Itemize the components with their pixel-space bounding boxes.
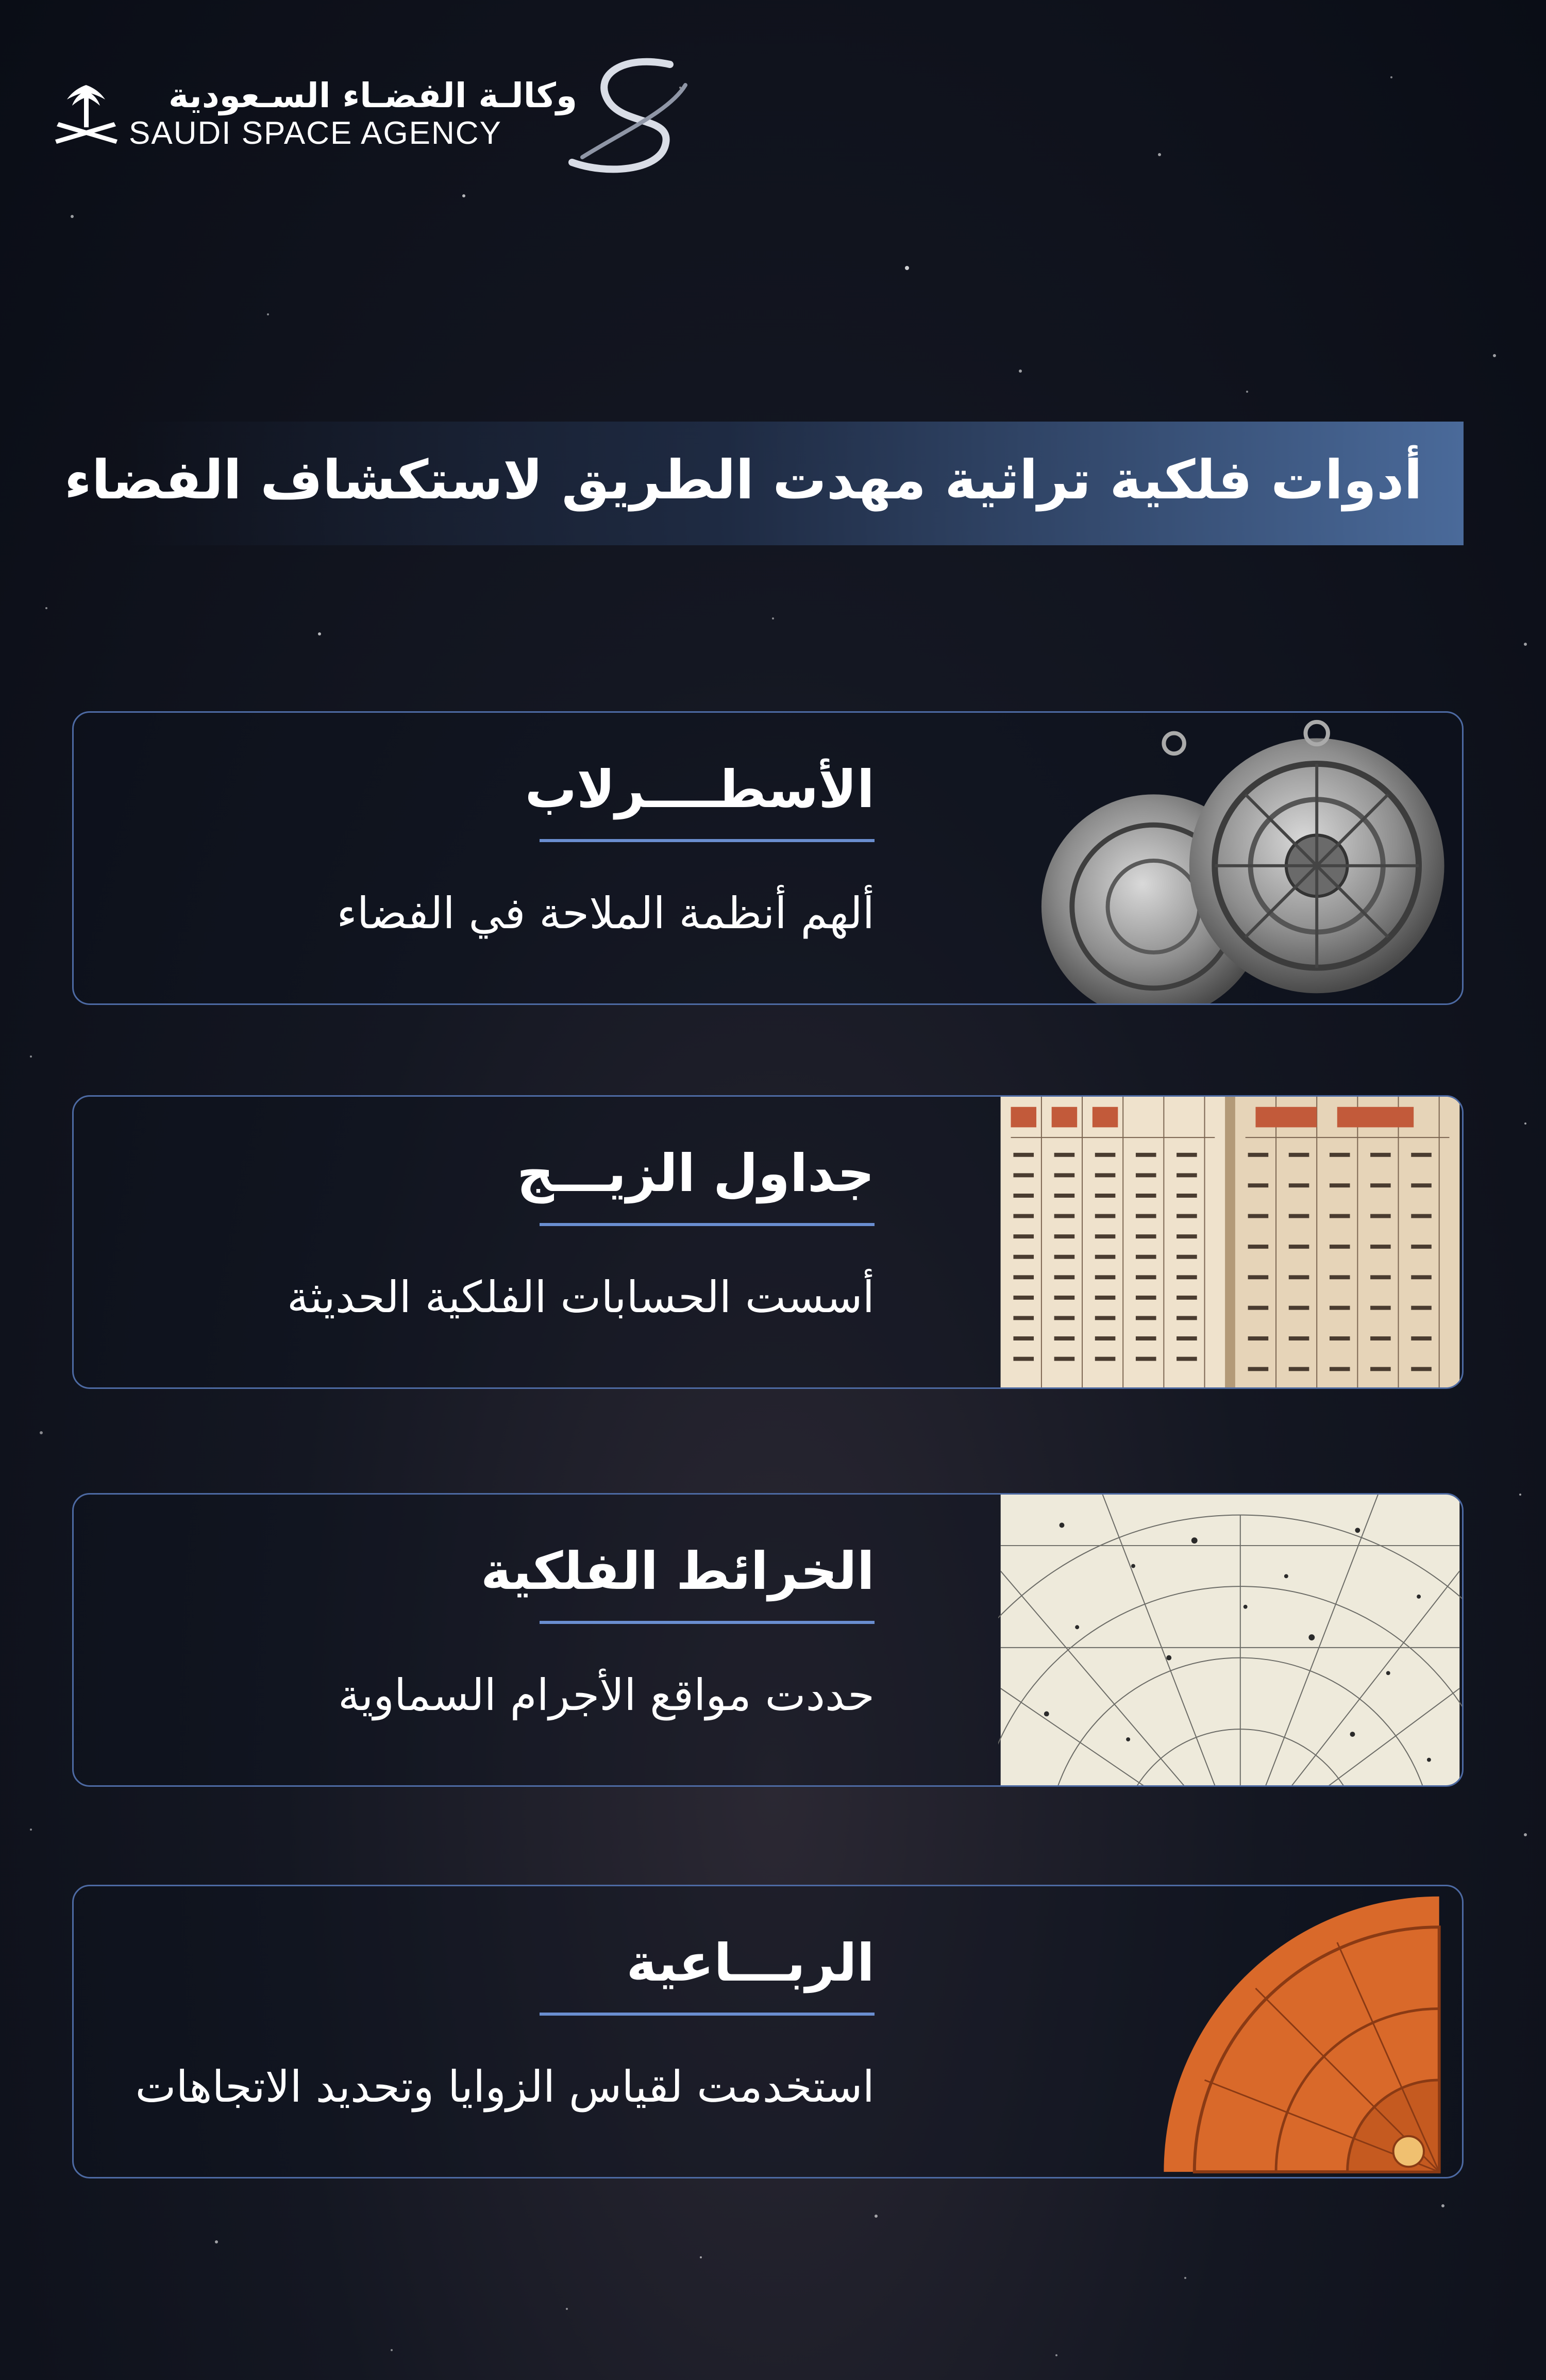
s-swoosh-icon [562, 54, 696, 178]
page-title: أدوات فلكية تراثية مهدت الطريق لاستكشاف الفضاء [64, 448, 1422, 511]
card-star-maps [72, 1493, 1464, 1787]
title-banner [64, 422, 1464, 545]
zij-tables-image [998, 1097, 1462, 1387]
quadrant-image [998, 1886, 1462, 2177]
card-description: ألهم أنظمة الملاحة في الفضاء [337, 888, 875, 938]
card-description: أسست الحسابات الفلكية الحديثة [287, 1272, 875, 1322]
saudi-space-agency-logo [52, 54, 639, 178]
card-description: حددت مواقع الأجرام السماوية [338, 1670, 875, 1720]
card-divider [540, 2013, 875, 2016]
card-title: الأسطــــرلاب [525, 759, 875, 819]
card-zij-tables [72, 1095, 1464, 1389]
card-divider [540, 839, 875, 842]
card-divider [540, 1621, 875, 1624]
star-map-image [998, 1495, 1462, 1785]
card-title: الربـــاعية [626, 1933, 875, 1993]
card-astrolabe [72, 711, 1464, 1005]
card-quadrant [72, 1885, 1464, 2178]
card-title: الخرائط الفلكية [480, 1541, 875, 1601]
agency-name-arabic: وكالـة الفضـاء السـعودية [169, 76, 577, 115]
card-title: جداول الزيـــج [516, 1143, 875, 1203]
astrolabe-image [998, 713, 1462, 1003]
card-description: استخدمت لقياس الزوايا وتحديد الاتجاهات [135, 2061, 875, 2112]
card-divider [540, 1223, 875, 1226]
agency-name-english: SAUDI SPACE AGENCY [129, 115, 502, 151]
palm-swords-emblem-icon [52, 81, 121, 148]
